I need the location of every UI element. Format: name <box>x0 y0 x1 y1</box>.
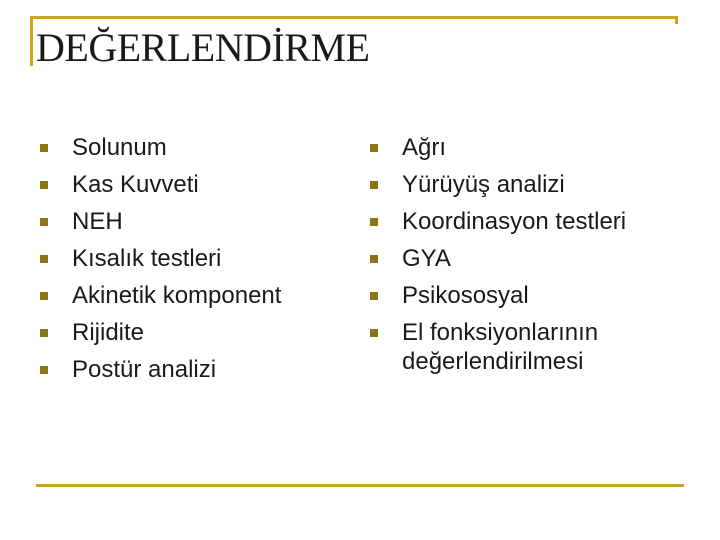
bottom-border-line <box>36 484 684 487</box>
square-bullet-icon <box>370 255 378 263</box>
square-bullet-icon <box>370 218 378 226</box>
right-border-tick <box>675 16 678 24</box>
list-item-text: Solunum <box>72 134 167 161</box>
list-item <box>370 129 670 166</box>
left-bullet-list <box>40 129 340 388</box>
list-item <box>40 314 340 351</box>
square-bullet-icon <box>370 329 378 337</box>
list-item-text: Akinetik komponent <box>72 282 282 309</box>
square-bullet-icon <box>40 329 48 337</box>
list-item <box>40 240 340 277</box>
top-border-line <box>30 16 678 19</box>
square-bullet-icon <box>40 366 48 374</box>
square-bullet-icon <box>370 144 378 152</box>
list-item-text: El fonksiyonlarının değerlendirilmesi <box>402 319 599 375</box>
list-item <box>40 203 340 240</box>
list-item <box>40 129 340 166</box>
list-item-text: NEH <box>72 208 123 235</box>
left-border-line <box>30 16 33 66</box>
square-bullet-icon <box>370 292 378 300</box>
list-item <box>40 166 340 203</box>
list-item-text: Ağrı <box>402 134 447 161</box>
list-item <box>370 203 670 240</box>
square-bullet-icon <box>40 144 48 152</box>
list-item-text: GYA <box>402 245 451 272</box>
list-item <box>370 240 670 277</box>
right-bullet-list <box>370 129 670 376</box>
square-bullet-icon <box>40 292 48 300</box>
list-item <box>40 351 340 388</box>
list-item-text: Kısalık testleri <box>72 245 222 272</box>
list-item-text: Koordinasyon testleri <box>402 208 627 235</box>
list-item <box>370 166 670 203</box>
list-item <box>40 277 340 314</box>
slide-title: DEĞERLENDİRME <box>36 25 370 70</box>
list-item <box>370 314 670 376</box>
list-item-text: Kas Kuvveti <box>72 171 199 198</box>
list-item-text: Psikososyal <box>402 282 529 309</box>
square-bullet-icon <box>40 255 48 263</box>
list-item <box>370 277 670 314</box>
square-bullet-icon <box>370 181 378 189</box>
list-item-text: Rijidite <box>72 319 145 346</box>
square-bullet-icon <box>40 181 48 189</box>
list-item-text: Yürüyüş analizi <box>402 171 565 198</box>
list-item-text: Postür analizi <box>72 356 217 383</box>
square-bullet-icon <box>40 218 48 226</box>
